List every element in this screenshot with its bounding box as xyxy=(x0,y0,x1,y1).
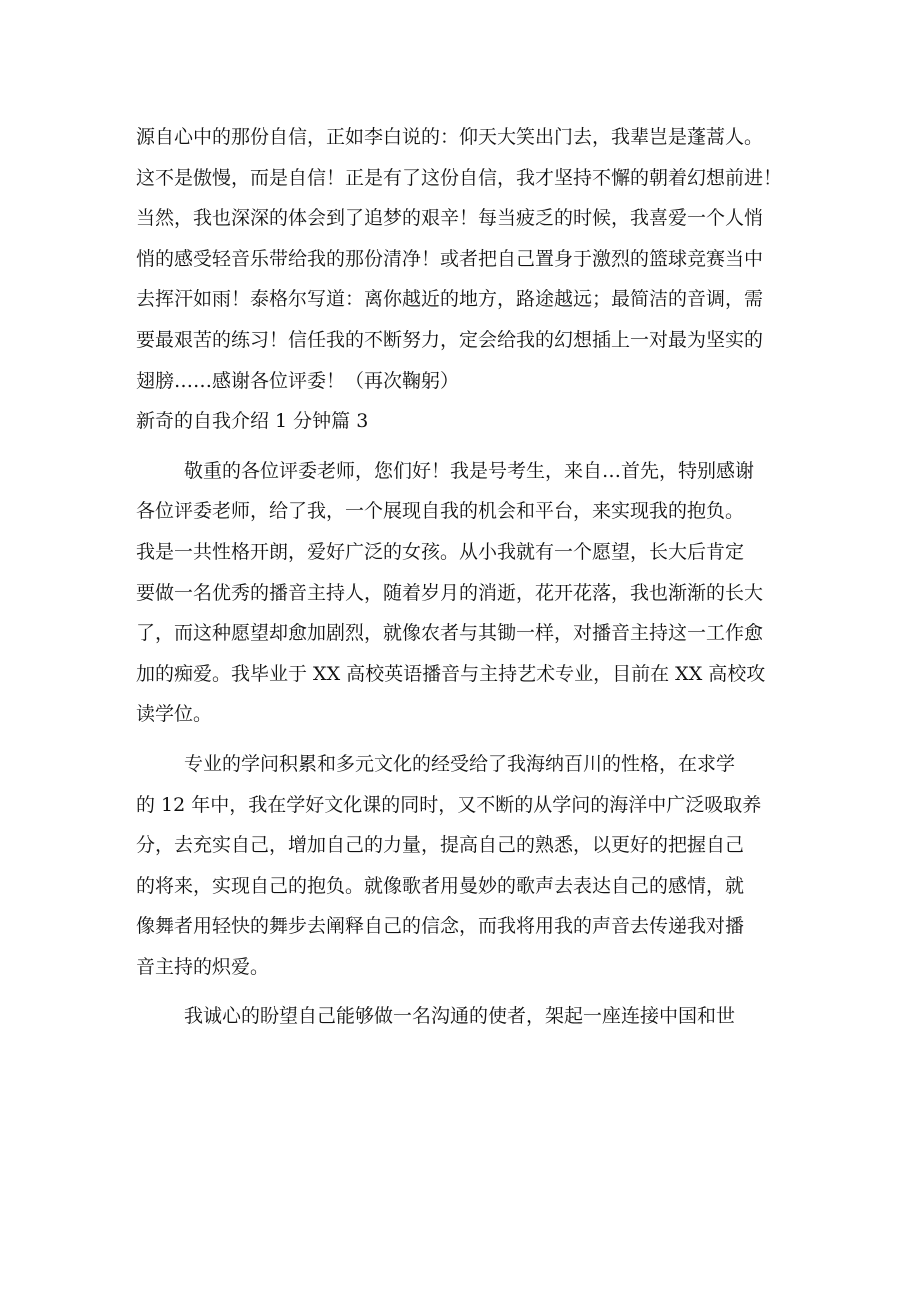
text-line: 专业的学问积累和多元文化的经受给了我海纳百川的性格，在求学 xyxy=(184,752,736,775)
text-line: 的将来，实现自己的抱负。就像歌者用曼妙的歌声去表达自己的感情，就 xyxy=(136,874,745,897)
document-body xyxy=(136,117,804,1037)
text-line: 悄的感受轻音乐带给我的那份清净！或者把自己置身于激烈的篮球竞赛当中 xyxy=(136,247,764,270)
text-line: 分，去充实自己，增加自己的力量，提高自己的熟悉，以更好的把握自己 xyxy=(136,834,745,857)
text-line: 加的痴爱。我毕业于 XX 高校英语播音与主持艺术专业，目前在 XX 高校攻 xyxy=(136,662,766,685)
paragraph-2 xyxy=(136,744,804,988)
text-line: 源自心中的那份自信，正如李白说的：仰天大笑出门去，我辈岂是蓬蒿人。 xyxy=(136,126,764,148)
text-line: 读学位。 xyxy=(136,703,213,726)
text-line: 音主持的炽爱。 xyxy=(136,955,270,978)
section-heading: 新奇的自我介绍 1 分钟篇 3 xyxy=(136,410,369,433)
text-line: 敬重的各位评委老师，您们好！我是号考生，来自…首先，特别感谢 xyxy=(184,459,755,482)
paragraph-intro xyxy=(136,117,804,401)
text-line: 去挥汗如雨！泰格尔写道：离你越近的地方，路途越远；最简洁的音调，需 xyxy=(136,288,764,311)
text-line: 的 12 年中，我在学好文化课的同时，又不断的从学问的海洋中广泛吸取养 xyxy=(136,793,762,816)
text-line: 要最艰苦的练习！信任我的不断努力，定会给我的幻想插上一对最为坚实的 xyxy=(136,328,764,351)
paragraph-3 xyxy=(136,996,804,1037)
text-line: 要做一名优秀的播音主持人，随着岁月的消逝，花开花落，我也渐渐的长大 xyxy=(136,581,764,604)
text-line: 像舞者用轻快的舞步去阐释自己的信念，而我将用我的声音去传递我对播 xyxy=(136,915,745,938)
text-line: 这不是傲慢，而是自信！正是有了这份自信，我才坚持不懈的朝着幻想前进！ xyxy=(136,166,783,189)
text-line: 当然，我也深深的体会到了追梦的艰辛！每当疲乏的时候，我喜爱一个人悄 xyxy=(136,207,764,230)
text-line: 了，而这种愿望却愈加剧烈，就像农者与其锄一样，对播音主持这一工作愈 xyxy=(136,622,764,645)
text-line: 各位评委老师，给了我，一个展现自我的机会和平台，来实现我的抱负。 xyxy=(136,500,745,523)
text-line: 翅膀……感谢各位评委！（再次鞠躬） xyxy=(136,369,460,392)
paragraph-1 xyxy=(136,451,804,735)
text-line: 我是一共性格开朗，爱好广泛的女孩。从小我就有一个愿望，长大后肯定 xyxy=(136,540,745,563)
text-line: 我诚心的盼望自己能够做一名沟通的使者，架起一座连接中国和世 xyxy=(184,1005,736,1028)
